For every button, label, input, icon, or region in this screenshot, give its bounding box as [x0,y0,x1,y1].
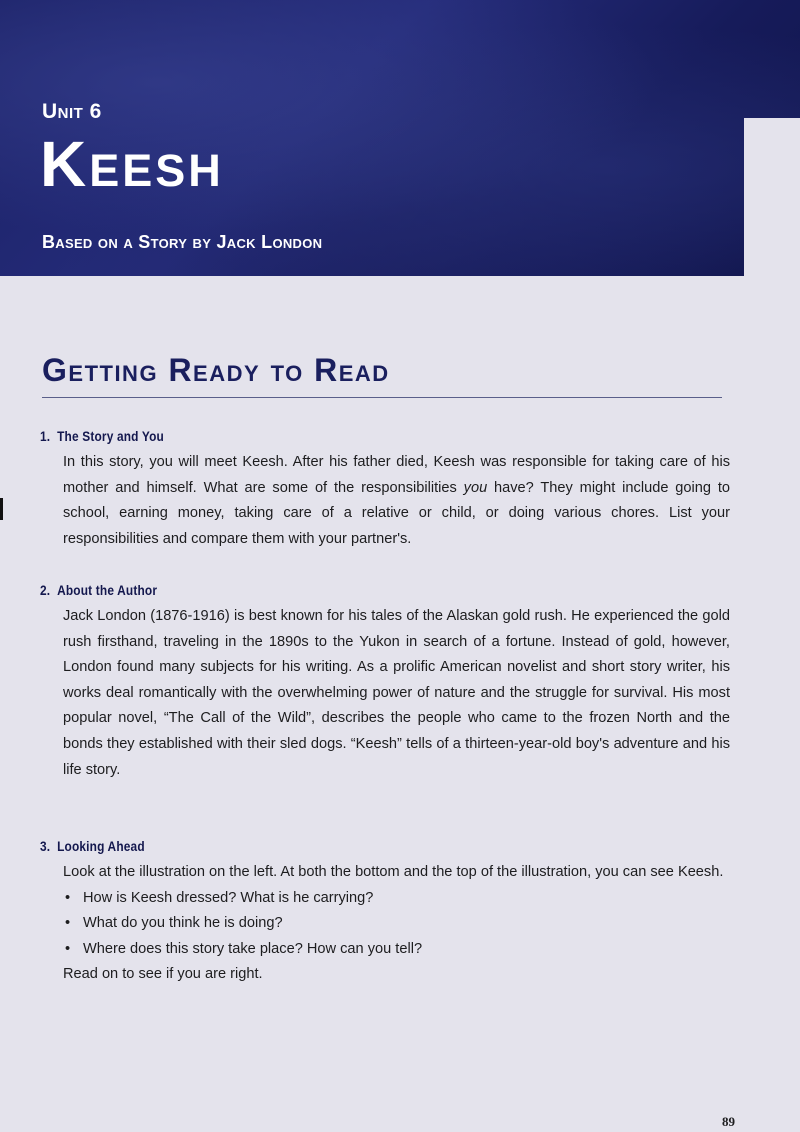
item-heading-text: Looking Ahead [57,838,145,854]
item-looking-ahead [40,838,730,988]
item-number: 3. [40,838,51,854]
list-item: • Where does this story take place? How can you tell? [63,937,730,963]
page-title: Keesh [40,128,224,200]
item-heading-text: The Story and You [57,428,164,444]
item-number: 2. [40,582,51,598]
section-rule [42,397,722,398]
unit-label: Unit 6 [42,100,102,123]
item-about-the-author [40,582,730,783]
item-paragraph: Jack London (1876-1916) is best known for his tales of the Alaskan gold rush. He experienced the gold rush firsthand, traveling in the 1890s to the Yukon in search of a fortune. Instead of gold, however, London found many subjects for his writing. As a prolific American novelist and short story writer, his works deal romantically with the overwhelming power of nature and the struggle for survival. His most popular novel, “The Call of the Wild”, describes the people who came to the frozen North and the bonds they established with their sled dogs. “Keesh” tells of a thirteen-year-old boy's adventure and his life story. [63,608,730,778]
item-heading [40,582,627,598]
binding-edge-mark [0,498,3,520]
item-paragraph: Look at the illustration on the left. At both the bottom and the top of the illustration, you can see Keesh. [63,864,724,880]
list-item: • How is Keesh dressed? What is he carrying? [63,886,730,912]
list-item: • What do you think he is doing? [63,911,730,937]
closing-line: Read on to see if you are right. [63,966,263,983]
item-paragraph [63,450,730,552]
item-heading [40,838,627,854]
item-number: 1. [40,428,51,444]
item-heading-text: About the Author [57,582,158,598]
paragraph-text: In this story, you will meet Keesh. After his father died, Keesh was responsible for taking care of his mother and himself. What are some of the responsibilities [63,454,730,496]
item-heading [40,428,627,444]
item-story-and-you [40,428,730,552]
question-list [63,886,730,963]
page-number: 89 [722,1114,735,1129]
header-banner [0,0,800,276]
paragraph-text: have? They might include going to school, earning money, taking care of a relative or child, or doing various chores. List your responsibilities and compare them with your partner's. [63,479,730,547]
paragraph-emphasis: you [463,479,488,496]
section-heading: Getting Ready to Read [42,352,390,388]
page-subtitle: Based on a Story by Jack London [42,232,323,252]
header-tab-cutout [744,118,800,276]
